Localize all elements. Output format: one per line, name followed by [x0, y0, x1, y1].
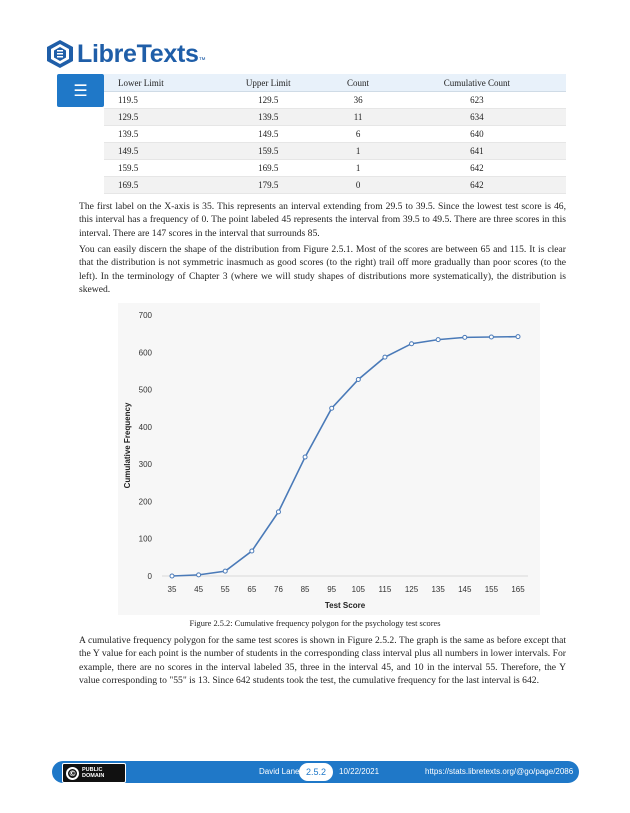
y-tick-label: 100	[138, 534, 152, 544]
libretexts-logo[interactable]	[46, 38, 206, 70]
cell-count: 6	[328, 126, 387, 143]
data-point	[383, 355, 387, 359]
figure-caption: Figure 2.5.2: Cumulative frequency polygon for the psychology test scores	[189, 619, 441, 628]
public-domain-badge[interactable]	[62, 763, 126, 783]
public-domain-icon: ©	[66, 767, 79, 780]
x-axis-label: Test Score	[324, 601, 366, 610]
data-point	[170, 574, 174, 578]
x-tick-label: 135	[431, 585, 445, 594]
column-header-count: Count	[328, 74, 387, 92]
libretexts-logo-icon	[46, 39, 74, 69]
x-tick-label: 55	[220, 585, 230, 594]
table-row	[104, 160, 566, 177]
cell-cumulative-count: 641	[388, 143, 566, 160]
y-tick-label: 200	[138, 497, 152, 507]
footer-date: 10/22/2021	[339, 767, 380, 776]
column-header-cumulative-count: Cumulative Count	[388, 74, 566, 92]
paragraph-cumulative-polygon: A cumulative frequency polygon for the same test scores is shown in Figure 2.5.2. The graph is the same as before except that the Y value for each point is the number of students in the corresponding class interval plus all numbers in lower intervals. For example, there are no scores in the interval labeled 35, three in the interval 45, and 10 in the interval 55. Therefore, the Y value corresponding to "55" is 13. Since 642 students took the test, the cumulative frequency for the last interval is 642.	[79, 635, 566, 686]
table-row	[104, 92, 566, 109]
data-point	[330, 406, 334, 410]
column-header-upper-limit: Upper Limit	[208, 74, 328, 92]
page-footer	[52, 761, 579, 783]
series-line	[172, 337, 518, 576]
cell-cumulative-count: 634	[388, 109, 566, 126]
x-tick-label: 155	[484, 585, 499, 594]
cell-lower-limit: 129.5	[104, 109, 208, 126]
data-point	[223, 569, 227, 573]
cell-cumulative-count: 623	[388, 92, 566, 109]
cell-count: 36	[328, 92, 387, 109]
x-tick-label: 125	[404, 585, 419, 594]
x-tick-label: 45	[194, 585, 204, 594]
footer-author: David Lane	[259, 767, 300, 776]
x-tick-label: 95	[327, 585, 337, 594]
cumulative-frequency-chart	[118, 303, 540, 615]
x-tick-label: 165	[511, 585, 525, 594]
data-point	[356, 378, 360, 382]
paragraph-distribution-shape: You can easily discern the shape of the distribution from Figure 2.5.1. Most of the scores are between 65 and 115. It is clear that the distribution is not symmetric inasmuch as good scores (to the right) trail off more gradually than poor scores (to the left). In the terminology of Chapter 3 (where we will study shapes of distributions more systematically), the distribution is skewed.	[79, 244, 566, 295]
badge-text-top: PUBLIC	[82, 767, 103, 773]
chart-svg	[118, 303, 540, 615]
data-point	[197, 573, 201, 577]
data-point	[516, 335, 520, 339]
cell-lower-limit: 159.5	[104, 160, 208, 177]
x-tick-label: 115	[378, 585, 392, 594]
x-tick-label: 145	[458, 585, 472, 594]
menu-button[interactable]	[57, 74, 104, 107]
cell-cumulative-count: 640	[388, 126, 566, 143]
badge-text-bottom: DOMAIN	[82, 773, 105, 779]
cell-upper-limit: 149.5	[208, 126, 328, 143]
data-point	[436, 338, 440, 342]
cell-upper-limit: 129.5	[208, 92, 328, 109]
y-tick-label: 600	[138, 348, 152, 358]
frequency-table	[104, 74, 566, 194]
logo-text: LibreTexts	[77, 39, 199, 68]
table-row	[104, 126, 566, 143]
x-tick-label: 35	[167, 585, 177, 594]
y-tick-label: 0	[147, 572, 152, 581]
cell-cumulative-count: 642	[388, 160, 566, 177]
table-row	[104, 143, 566, 160]
data-point	[463, 335, 467, 339]
paragraph-first-label: The first label on the X-axis is 35. This represents an interval extending from 29.5 to 39.5. Since the lowest test score is 46, this interval has a frequency of 0. The point labeled 45 represents the interval from 39.5 to 49.5. There are three scores in this interval. There are 147 scores in the interval that surrounds 85.	[79, 201, 566, 239]
cell-upper-limit: 139.5	[208, 109, 328, 126]
page-number: 2.5.2	[299, 763, 333, 781]
data-point	[303, 455, 307, 459]
data-point	[410, 342, 414, 346]
y-tick-label: 500	[138, 385, 152, 395]
cell-lower-limit: 169.5	[104, 177, 208, 194]
y-tick-label: 400	[138, 422, 152, 432]
table-row	[104, 177, 566, 194]
logo-trademark: ™	[198, 56, 206, 64]
x-tick-label: 105	[351, 585, 365, 594]
table-row	[104, 109, 566, 126]
cell-count: 11	[328, 109, 387, 126]
cell-count: 0	[328, 177, 387, 194]
cell-upper-limit: 169.5	[208, 160, 328, 177]
column-header-lower-limit: Lower Limit	[104, 74, 208, 92]
hamburger-icon: ☰	[73, 81, 88, 100]
data-point	[276, 510, 280, 514]
x-tick-label: 85	[300, 585, 310, 594]
y-axis-label: Cumulative Frequency	[123, 402, 132, 489]
y-tick-label: 300	[138, 460, 152, 470]
data-point	[489, 335, 493, 339]
table-header-row	[104, 74, 566, 92]
cell-upper-limit: 159.5	[208, 143, 328, 160]
cell-count: 1	[328, 143, 387, 160]
footer-url-link[interactable]: https://stats.libretexts.org/@go/page/2086	[425, 767, 574, 776]
cell-upper-limit: 179.5	[208, 177, 328, 194]
cell-cumulative-count: 642	[388, 177, 566, 194]
cell-lower-limit: 139.5	[104, 126, 208, 143]
y-tick-label: 700	[138, 311, 152, 320]
x-tick-label: 76	[274, 585, 283, 594]
data-point	[250, 549, 254, 553]
cell-count: 1	[328, 160, 387, 177]
cell-lower-limit: 119.5	[104, 92, 208, 109]
x-tick-label: 65	[247, 585, 257, 594]
cell-lower-limit: 149.5	[104, 143, 208, 160]
